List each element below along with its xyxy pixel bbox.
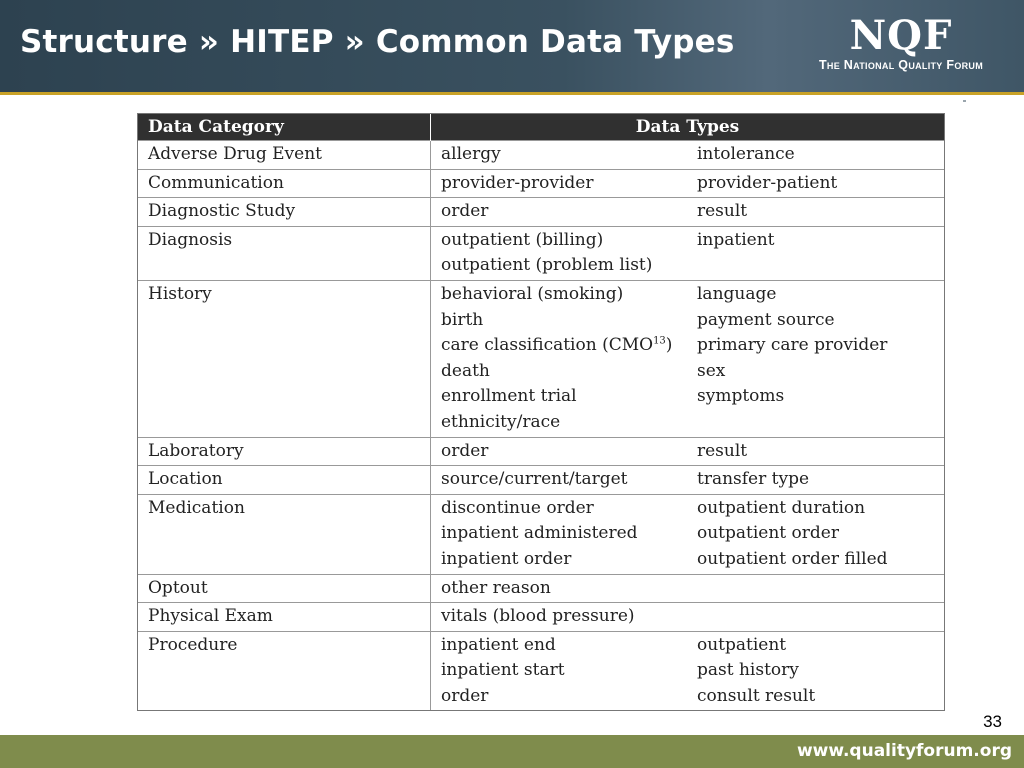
table-row: [138, 631, 944, 710]
data-type-item: inpatient order: [441, 548, 572, 569]
category-cell: Optout: [138, 574, 431, 603]
footer-bar: [0, 735, 1024, 768]
data-type-item: provider-patient: [697, 172, 838, 193]
data-type-item: outpatient: [697, 634, 787, 655]
table-row: [138, 169, 944, 198]
footnote-marker: 13: [653, 335, 666, 347]
data-types-cell: [431, 437, 690, 466]
data-type-item: transfer type: [697, 469, 810, 490]
table-header-row: [138, 114, 944, 141]
category-cell: Location: [138, 466, 431, 495]
data-type-item: consult result: [697, 685, 816, 706]
table-row: [138, 141, 944, 170]
data-type-item: behavioral (smoking): [441, 283, 624, 304]
data-type-item: order: [441, 201, 489, 222]
table-row: [138, 198, 944, 227]
slide-title: Structure » HITEP » Common Data Types: [20, 24, 735, 60]
data-type-item: outpatient (billing): [441, 229, 604, 250]
data-type-item: outpatient (problem list): [441, 255, 653, 276]
data-type-item: allergy: [441, 144, 501, 164]
data-types-cell: [431, 466, 690, 495]
data-type-item: inpatient start: [441, 660, 565, 681]
data-type-item: language: [697, 283, 777, 304]
data-types-cell: [689, 494, 944, 574]
data-types-cell: [431, 141, 690, 170]
category-cell: Laboratory: [138, 437, 431, 466]
data-types-cell: [431, 631, 690, 710]
category-cell: Procedure: [138, 631, 431, 710]
data-types-cell: [689, 603, 944, 632]
data-types-cell: [689, 198, 944, 227]
data-types-cell: [689, 169, 944, 198]
nqf-logo: [796, 14, 1006, 84]
data-type-item: other reason: [441, 577, 551, 598]
data-type-item: outpatient order: [697, 523, 839, 544]
category-cell: Adverse Drug Event: [138, 141, 431, 170]
data-type-item: inpatient end: [441, 634, 556, 655]
table-row: [138, 280, 944, 437]
data-types-cell: [689, 437, 944, 466]
data-type-item: order: [441, 440, 489, 461]
data-type-item: source/current/target: [441, 469, 628, 490]
category-cell: Communication: [138, 169, 431, 198]
data-type-item: outpatient order filled: [697, 548, 888, 569]
category-cell: Physical Exam: [138, 603, 431, 632]
header-data-types: Data Types: [431, 114, 945, 141]
data-types-cell: [431, 280, 690, 437]
data-type-item: past history: [697, 660, 799, 681]
category-cell: History: [138, 280, 431, 437]
table-row: [138, 466, 944, 495]
data-type-item: inpatient: [697, 229, 775, 250]
data-type-item: death: [441, 360, 490, 381]
data-type-item: symptoms: [697, 386, 785, 407]
table-row: [138, 603, 944, 632]
data-type-item: payment source: [697, 309, 835, 330]
data-type-item: birth: [441, 309, 484, 330]
data-type-item: ethnicity/race: [441, 411, 561, 432]
table-row: [138, 494, 944, 574]
data-type-item: inpatient administered: [441, 523, 638, 544]
data-type-item: order: [441, 685, 489, 706]
header-bar: [0, 0, 1024, 95]
table-row: [138, 437, 944, 466]
logo-mark: NQF: [849, 12, 953, 59]
footer-url: www.qualityforum.org: [796, 741, 1012, 761]
data-type-item: result: [697, 440, 748, 461]
data-type-item: discontinue order: [441, 497, 594, 518]
header-data-category: Data Category: [138, 114, 431, 141]
data-type-item: result: [697, 201, 748, 222]
decorative-dot: [963, 100, 966, 102]
data-types-table: [137, 113, 945, 711]
data-types-cell: [431, 603, 690, 632]
table-row: [138, 574, 944, 603]
table-row: [138, 226, 944, 280]
table-body: [138, 141, 944, 711]
data-types-cell: [689, 141, 944, 170]
category-cell: Medication: [138, 494, 431, 574]
page-number: 33: [983, 712, 1002, 731]
category-cell: Diagnosis: [138, 226, 431, 280]
data-types-cell: [431, 169, 690, 198]
data-type-item: intolerance: [697, 144, 795, 164]
data-type-item: vitals (blood pressure): [441, 606, 635, 627]
data-type-item: care classification (CMO$^{13}$): [441, 335, 673, 356]
data-type-item: enrollment trial: [441, 386, 577, 407]
data-types-cell: [689, 280, 944, 437]
data-types-cell: [689, 226, 944, 280]
data-type-item: outpatient duration: [697, 497, 866, 518]
data-types-cell: [689, 631, 944, 710]
data-type-item: sex: [697, 360, 726, 381]
data-types-cell: [431, 198, 690, 227]
data-type-item: provider-provider: [441, 172, 594, 193]
data-types-cell: [431, 226, 690, 280]
data-types-cell: [431, 574, 690, 603]
data-type-item: primary care provider: [697, 335, 888, 356]
data-types-cell: [689, 574, 944, 603]
data-types-cell: [431, 494, 690, 574]
data-types-cell: [689, 466, 944, 495]
category-cell: Diagnostic Study: [138, 198, 431, 227]
logo-subtitle: The National Quality Forum: [818, 58, 984, 72]
